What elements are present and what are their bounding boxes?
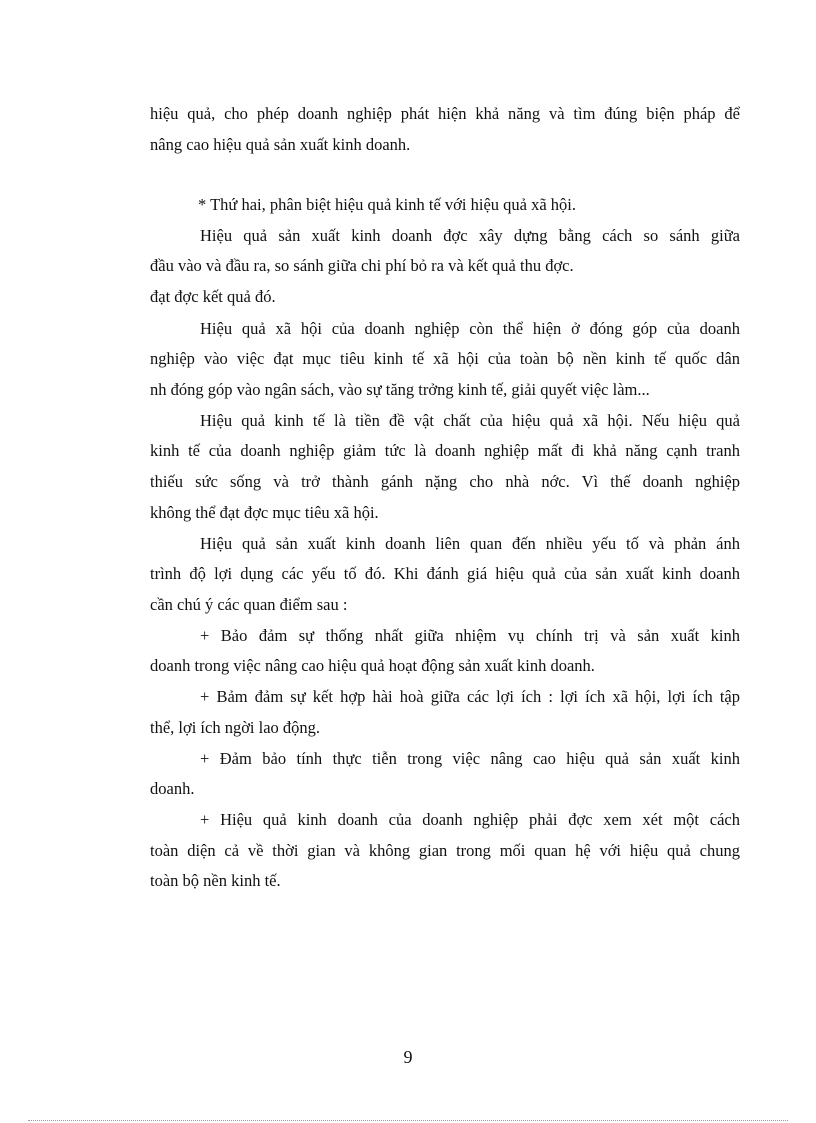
body-line: nh đóng góp vào ngân sách, vào sự tăng trởng kinh tế, giải quyết việc làm... bbox=[150, 380, 650, 399]
list-item-line: + Bảo đảm sự thống nhất giữa nhiệm vụ chính trị và sản xuất kinh bbox=[200, 626, 740, 645]
list-item-line: doanh. bbox=[150, 779, 195, 798]
body-line: trình độ lợi dụng các yếu tố đó. Khi đánh giá hiệu quả của sản xuất kinh doanh bbox=[150, 564, 740, 583]
list-item-line: doanh trong việc nâng cao hiệu quả hoạt động sản xuất kinh doanh. bbox=[150, 656, 595, 675]
body-line: nâng cao hiệu quả sản xuất kinh doanh. bbox=[150, 135, 411, 154]
body-line: nghiệp vào việc đạt mục tiêu kinh tế xã hội của toàn bộ nền kinh tế quốc dân bbox=[150, 349, 740, 368]
list-item-line: toàn bộ nền kinh tế. bbox=[150, 871, 281, 890]
list-item-line: + Hiệu quả kinh doanh của doanh nghiệp phải đợc xem xét một cách bbox=[200, 810, 740, 829]
list-item-line: toàn diện cả về thời gian và không gian trong mối quan hệ với hiệu quả chung bbox=[150, 841, 740, 860]
list-item-line: + Đảm bảo tính thực tiễn trong việc nâng cao hiệu quả sản xuất kinh bbox=[200, 749, 740, 768]
body-line: Hiệu quả sản xuất kinh doanh đợc xây dựng bằng cách so sánh giữa bbox=[200, 226, 740, 245]
body-line: thiếu sức sống và trở thành gánh nặng cho nhà nớc. Vì thế doanh nghiệp bbox=[150, 472, 740, 491]
body-line: hiệu quả, cho phép doanh nghiệp phát hiện khả năng và tìm đúng biện pháp để bbox=[150, 104, 740, 123]
body-line: Hiệu quả xã hội của doanh nghiệp còn thể hiện ở đóng góp của doanh bbox=[200, 319, 740, 338]
footer-divider bbox=[28, 1120, 788, 1121]
body-line: đạt đợc kết quả đó. bbox=[150, 287, 276, 306]
page-number: 9 bbox=[403, 1047, 413, 1067]
body-line: kinh tế của doanh nghiệp giảm tức là doanh nghiệp mất đi khả năng cạnh tranh bbox=[150, 441, 740, 460]
body-line: không thể đạt đợc mục tiêu xã hội. bbox=[150, 503, 379, 522]
list-item-line: + Bảm đảm sự kết hợp hài hoà giữa các lợi ích : lợi ích xã hội, lợi ích tập bbox=[200, 687, 740, 706]
body-line: Hiệu quả sản xuất kinh doanh liên quan đến nhiều yếu tố và phản ánh bbox=[200, 534, 740, 553]
body-line: Hiệu quả kinh tế là tiền đề vật chất của hiệu quả xã hội. Nếu hiệu quả bbox=[200, 411, 740, 430]
section-heading: * Thứ hai, phân biệt hiệu quả kinh tế với hiệu quả xã hội. bbox=[198, 195, 576, 214]
list-item-line: thể, lợi ích ngời lao động. bbox=[150, 718, 321, 737]
body-line: đầu vào và đầu ra, so sánh giữa chi phí bỏ ra và kết quả thu đợc. bbox=[150, 256, 574, 275]
body-line: cần chú ý các quan điểm sau : bbox=[150, 595, 348, 614]
